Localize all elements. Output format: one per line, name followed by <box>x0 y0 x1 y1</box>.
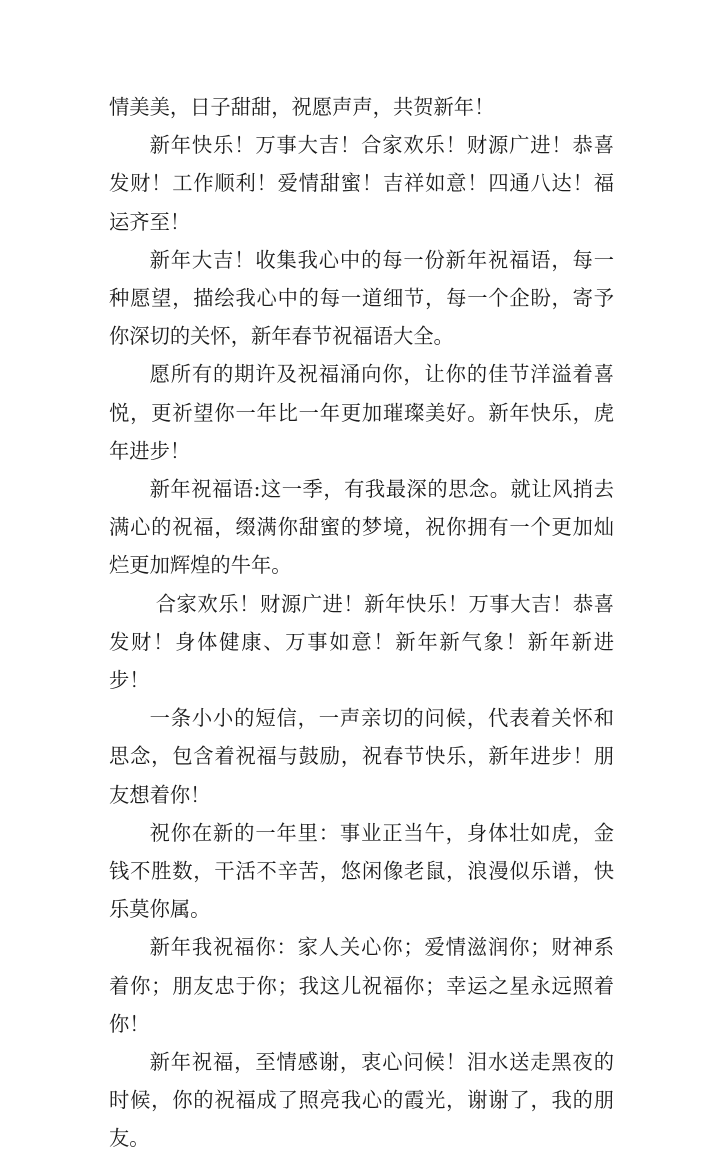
paragraph-4: 愿所有的期许及祝福涌向你，让你的佳节洋溢着喜悦，更祈望你一年比一年更加璀璨美好。新年快乐，虎年进步！ <box>109 362 614 463</box>
paragraph-6: 合家欢乐！财源广进！新年快乐！万事大吉！恭喜发财！身体健康、万事如意！新年新气象！新年新进步！ <box>109 591 614 693</box>
paragraph-5: 新年祝福语:这一季，有我最深的思念。就让风捎去满心的祝福，缀满你甜蜜的梦境，祝你拥有一个更加灿烂更加辉煌的牛年。 <box>109 477 614 578</box>
paragraph-3: 新年大吉！收集我心中的每一份新年祝福语，每一种愿望，描绘我心中的每一道细节，每一个企盼，寄予你深切的关怀，新年春节祝福语大全。 <box>109 247 614 349</box>
document-body <box>109 88 614 1158</box>
paragraph-1: 情美美，日子甜甜，祝愿声声，共贺新年！ <box>109 95 495 119</box>
paragraph-7: 一条小小的短信，一声亲切的问候，代表着关怀和思念，包含着祝福与鼓励，祝春节快乐，新年进步！朋友想着你！ <box>109 706 614 807</box>
paragraph-8: 祝你在新的一年里：事业正当午，身体壮如虎，金钱不胜数，干活不辛苦，悠闲像老鼠，浪漫似乐谱，快乐莫你属。 <box>109 820 614 922</box>
paragraph-9: 新年我祝福你：家人关心你；爱情滋润你；财神系着你；朋友忠于你；我这儿祝福你；幸运之星永远照着你！ <box>109 935 614 1036</box>
paragraph-10: 新年祝福，至情感谢，衷心问候！泪水送走黑夜的时候，你的祝福成了照亮我心的霞光，谢谢了，我的朋友。 <box>109 1050 614 1151</box>
paragraph-2: 新年快乐！万事大吉！合家欢乐！财源广进！恭喜发财！工作顺利！爱情甜蜜！吉祥如意！四通八达！福运齐至！ <box>109 133 614 234</box>
